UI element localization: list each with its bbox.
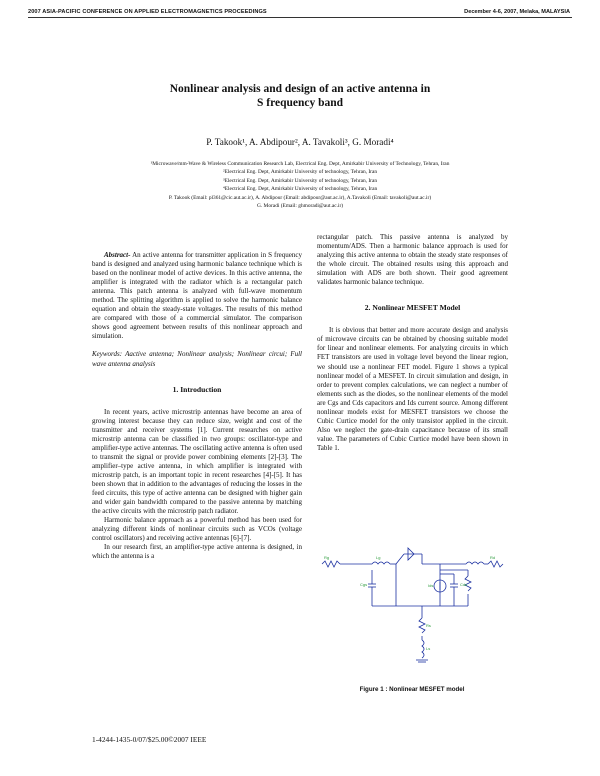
affiliation-3: ³Electrical Eng. Dept, Amirkabir University of technology, Tehran, Iran	[222, 177, 378, 184]
label-ids: Ids	[428, 583, 434, 588]
affiliation-2: ²Electrical Eng. Dept, Amirkabir University of technology, Tehran, Iran	[222, 169, 378, 176]
affiliations	[0, 160, 600, 210]
author-list: P. Takook¹, A. Abdipour², A. Tavakoli³, G. Moradi⁴	[206, 137, 394, 147]
label-lg: Lg	[376, 555, 381, 560]
left-column	[92, 251, 302, 561]
keywords: Keywords: Aactive antenna; Nonlinear analysis; Nonlinear circui; Full wave antenna analysis	[92, 350, 302, 368]
intro-continuation: rectangular patch. This passive antenna is analyzed by momentum/ADS. Then a harmonic balance approach is used for analyzing this active antenna to obtain the steady state responses of the whole circuit. The obtained results using this approach and simulation with ADS are both shown. Their good agreement validates harmonic balance technique.	[317, 233, 508, 287]
label-ls: Ls	[426, 646, 431, 651]
section-1-heading: 1. Introduction	[172, 384, 222, 394]
right-column	[317, 233, 508, 453]
author-email-moradi: G. Moradi (Email: ghmoradi@aut.ac.ir)	[256, 203, 344, 210]
source-resistor	[419, 618, 425, 633]
intro-paragraph-3: In our research first, an amplifier-type active antenna is designed, in which the antenna is a	[92, 543, 302, 561]
figure-caption: Figure 1 : Nonlinear MESFET model	[359, 686, 465, 693]
affiliation-1: ¹Microwave/mm-Wave & Wireless Communication Research Lab, Electrical Eng. Dept, Amirkabir University of Technology, Tehran, Iran	[150, 161, 450, 167]
intro-paragraph-2: Harmonic balance approach as a powerful method has been used for analyzing different kinds of nonlinear circuits such as VCOs (voltage control oscillators) and receiving active antennas [6]-[7].	[92, 516, 302, 543]
affiliation-4: ⁴Electrical Eng. Dept, Amirkabir University of technology, Tehran, Iran	[222, 186, 378, 193]
conference-date-location: December 4-6, 2007, Melaka, MALAYSIA	[464, 9, 570, 15]
gate-resistor	[322, 561, 340, 567]
abstract-text: An active antenna for transmitter application in S frequency band is designed and analyzed using harmonic balance technique which is based on the nonlinear model of active devices. In this active antenna, the amplifier is integrated with the radiator which is a rectangular patch antenna. This patch antenna is analyzed with full-wave momentum method. The splitting algorithm is applied to solve the harmonic balance equation and obtain the steady-state voltages. The results of this method are compared with those of a commercial simulator. The comparison shows good agreement between results of this nonlinear approach and simulation.	[92, 251, 302, 341]
label-cds: Cds	[460, 582, 468, 587]
model-paragraph: It is obvious that better and more accurate design and analysis of microwave circuits can be obtained by choosing suitable model for linear and nonlinear elements. For analyzing circuits in which FET transistors are used in voltage level beyond the linear region, we should use a nonlinear FET model. Figure 1 shows a typical nonlinear model of a MESFET. In circuit simulation and design, in order to prevent complex calculations, we can neglect a number of elements such as the diodes, so the nonlinear elements of the model are Cgs and Cds capacitors and Ids current source. Among different nonlinear models exist for MESFET transistors we choose the Cubic Curtice model for the only transistor applied in the circuit. Also we neglect the gate-drain capacitance because of its small value. The parameters of Cubic Curtice model have been shown in Table 1.	[317, 326, 508, 452]
title-line-1: Nonlinear analysis and design of an active antenna in	[169, 83, 431, 95]
author-emails: P. Takook (Email: pl361@cic.aut.ac.ir), A. Abdipour (Email: abdipour@aut.ac.ir), A.Tavakoli (Email: tavakoli@aut.ac.ir)	[168, 194, 432, 201]
title-line-2: S frequency band	[256, 97, 344, 109]
abstract	[92, 251, 302, 341]
gate-inductor	[372, 562, 390, 564]
running-header	[0, 0, 600, 22]
label-rg: Rg	[324, 555, 330, 560]
drain-inductor	[466, 562, 484, 564]
copyright-footer: 1-4244-1435-0/07/$25.00©2007 IEEE	[92, 735, 207, 744]
label-rd: Rd	[490, 555, 496, 560]
intro-paragraph-1: In recent years, active microstrip antennas have become an area of growing interest because they can reduce size, weight and cost of the transmitter and receiver systems [1]. Current researches on active microstrip antenna can be classified in two groups: oscillator-type and amplifier-type active antennas. The oscillating active antenna is often used to transmit the signal or provide power combining elements [2]-[3]. The amplifier–type active antenna, in which amplifier is integrated with microstrip patch, is an important topic in recent researches [4]-[5]. It has been shown that in addition to the advantages of reducing the losses in the feed circuits, this type of active antenna can be designed with higher gain and wider gain bandwidth compared to the passive antenna by matching the active circuits with the microstrip patch radiator.	[92, 407, 302, 516]
abstract-label: Abstract-	[104, 251, 131, 259]
label-cgs: Cgs	[360, 582, 368, 587]
header-rule	[28, 17, 572, 18]
source-inductor	[422, 640, 424, 658]
paper-title	[0, 82, 600, 110]
drain-resistor	[488, 561, 503, 567]
conference-name: 2007 ASIA-PACIFIC CONFERENCE ON APPLIED ELECTROMAGNETICS PROCEEDINGS	[28, 9, 267, 15]
label-rs: Rs	[426, 623, 431, 628]
section-2-heading: 2. Nonlinear MESFET Model	[364, 303, 461, 313]
mesfet-circuit-figure	[316, 540, 508, 665]
mesfet-circuit-diagram	[316, 540, 508, 665]
